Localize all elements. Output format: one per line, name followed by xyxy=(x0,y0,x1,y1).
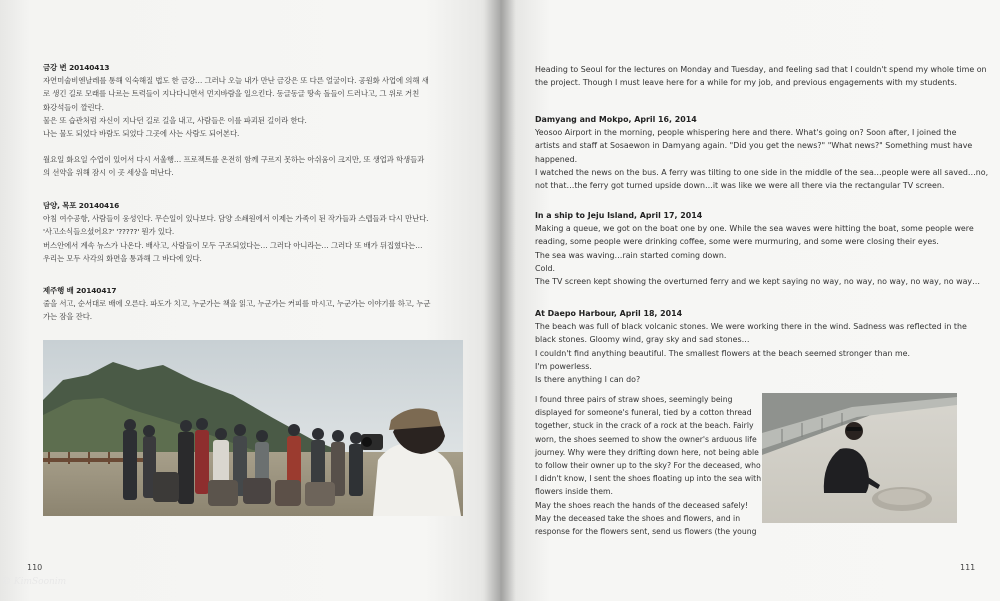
section-title: 금강 변 20140413 xyxy=(43,63,110,72)
right-narrow-column xyxy=(535,393,761,538)
group-photo xyxy=(43,340,463,516)
text-line: May the shoes reach the hands of the deceased safely! xyxy=(535,500,749,510)
section-title: In a ship to Jeju Island, April 17, 2014 xyxy=(535,211,703,220)
right-section-2 xyxy=(535,209,980,288)
group-photo-image xyxy=(43,340,463,516)
text-line: 자연미술비엔날레를 통해 익숙해질 법도 한 금강… 그러나 오늘 내가 만난 금강은 또 다른 얼굴이다. 공원화 사업에 의해 새 xyxy=(43,76,429,86)
watermark: © KimSoonim xyxy=(2,577,67,587)
text-line: The beach was full of black volcanic stones. We were working there in the wind. Sadness was reflected in the xyxy=(535,322,967,332)
text-line: Yeosoo Airport in the morning, people whispering here and there. What's going on? Soon after, I joined the xyxy=(535,128,957,138)
text-line: artists and staff at Sosaewon in Damyang again. "Did you get the news?" "What news?" Something must have xyxy=(535,141,973,151)
text-line: 버스안에서 계속 뉴스가 나온다. 배사고, 사람들이 모두 구조되었다는… 그러다 아니라는… 그러다 또 배가 뒤집혔다는… xyxy=(43,240,423,250)
text-line: '사고소식들으셨어요?' '?????' 뭔가 있다. xyxy=(43,227,175,237)
section-title: 제주행 배 20140417 xyxy=(43,286,117,295)
text-line: 로 생긴 길로 모래를 나르는 트럭들이 지나다니면서 먼지바람을 일으킨다. 동글동글 땅속 돌들이 드러나고, 그 위로 거친 xyxy=(43,89,420,99)
text-line: response for the flowers sent, send us flowers (the young xyxy=(535,527,757,537)
text-line: Is there anything I can do? xyxy=(535,375,641,385)
text-line: The TV screen kept showing the overturned ferry and we kept saying no way, no way, no way, no way, no way… xyxy=(535,277,980,287)
text-line: 줄을 서고, 순서대로 배에 오른다. 파도가 치고, 누군가는 책을 읽고, 누군가는 커피를 마시고, 누군가는 이야기를 하고, 누군 xyxy=(43,299,431,309)
text-line: 가는 잠을 잔다. xyxy=(43,312,92,322)
left-section-1 xyxy=(43,61,429,180)
text-line xyxy=(43,140,429,153)
text-line: worn, the shoes seemed to show the owner's arduous life xyxy=(535,434,757,444)
text-line: I watched the news on the bus. A ferry was tilting to one side in the middle of the sea…people were all saved…no, xyxy=(535,167,989,177)
left-section-3 xyxy=(43,284,430,324)
text-line: black stones. Gloomy wind, gray sky and sad stones… xyxy=(535,335,750,345)
text-line: 나는 물도 되었다 바람도 되었다 그곳에 사는 사람도 되어본다. xyxy=(43,129,240,139)
right-page xyxy=(500,0,1000,601)
right-page-number: 111 xyxy=(960,563,976,572)
text-line: Heading to Seoul for the lectures on Monday and Tuesday, and feeling sad that I couldn't spend my whole time on xyxy=(535,65,987,74)
text-line: 화강석들이 깔린다. xyxy=(43,102,104,112)
text-line: 월요일 화요일 수업이 있어서 다시 서울행… 프로젝트를 온전히 함께 구르지 못하는 아쉬움이 크지만, 또 생업과 학생들과 xyxy=(43,155,425,165)
left-page-number: 110 xyxy=(27,563,43,572)
right-intro xyxy=(535,63,987,89)
text-line: May the deceased take the shoes and flowers, and in xyxy=(535,513,741,523)
text-line: reading, some people were drinking coffee, some were murmuring, and some were closing their eyes. xyxy=(535,237,939,247)
text-line: I'm powerless. xyxy=(535,361,592,371)
text-line: The sea was waving…rain started coming down. xyxy=(535,250,727,260)
left-section-2 xyxy=(43,199,428,265)
text-line: 의 선약을 위해 잠시 이 곳 세상을 떠난다. xyxy=(43,168,174,178)
beach-photo xyxy=(762,393,957,523)
text-line: displayed for someone's funeral, tied by a cotton thread xyxy=(535,408,752,418)
text-line: 물은 또 습관처럼 자신이 지나던 길로 길을 내고, 사람들은 이를 파괴된 길이라 한다. xyxy=(43,115,307,125)
text-line: happened. xyxy=(535,154,578,164)
section-title: At Daepo Harbour, April 18, 2014 xyxy=(535,309,683,318)
text-line: together, stuck in the crack of a rock at the beach. Fairly xyxy=(535,421,754,431)
text-line: journey. Why were they drifting down here, not being able xyxy=(535,447,759,457)
text-line: 우리는 모두 사각의 화면을 통과해 그 바다에 있다. xyxy=(43,253,202,263)
text-line: the project. Though I must leave here for a while for my job, and previous engagements with my students. xyxy=(535,78,957,88)
right-section-1 xyxy=(535,113,988,192)
text-line: 아침 여수공항, 사람들이 웅성인다. 무슨일이 있나보다. 담양 소쇄원에서 이제는 가족이 된 작가들과 스텝들과 다시 만난다. xyxy=(43,214,429,224)
text-line: not that…the ferry got turned upside down…it was like we were all there via the rectangular TV screen. xyxy=(535,181,945,191)
text-line: Making a queue, we got on the boat one by one. While the sea waves were hitting the boat, some people were xyxy=(535,224,974,234)
beach-photo-image xyxy=(762,393,957,523)
text-line: I couldn't find anything beautiful. The smallest flowers at the beach seemed stronger than me. xyxy=(535,348,911,358)
text-line: Cold. xyxy=(535,263,556,273)
text-line: to follow their owner up to the sky? For the deceased, who xyxy=(535,461,761,471)
right-section-3 xyxy=(535,307,967,386)
text-line: I found three pairs of straw shoes, seemingly being xyxy=(535,395,733,404)
text-line: flowers inside them. xyxy=(535,487,613,497)
section-title: Damyang and Mokpo, April 16, 2014 xyxy=(535,115,697,124)
section-title: 담양, 목포 20140416 xyxy=(43,201,120,210)
text-line: I didn't know, I sent the shoes floating up into the sea with xyxy=(535,474,762,484)
